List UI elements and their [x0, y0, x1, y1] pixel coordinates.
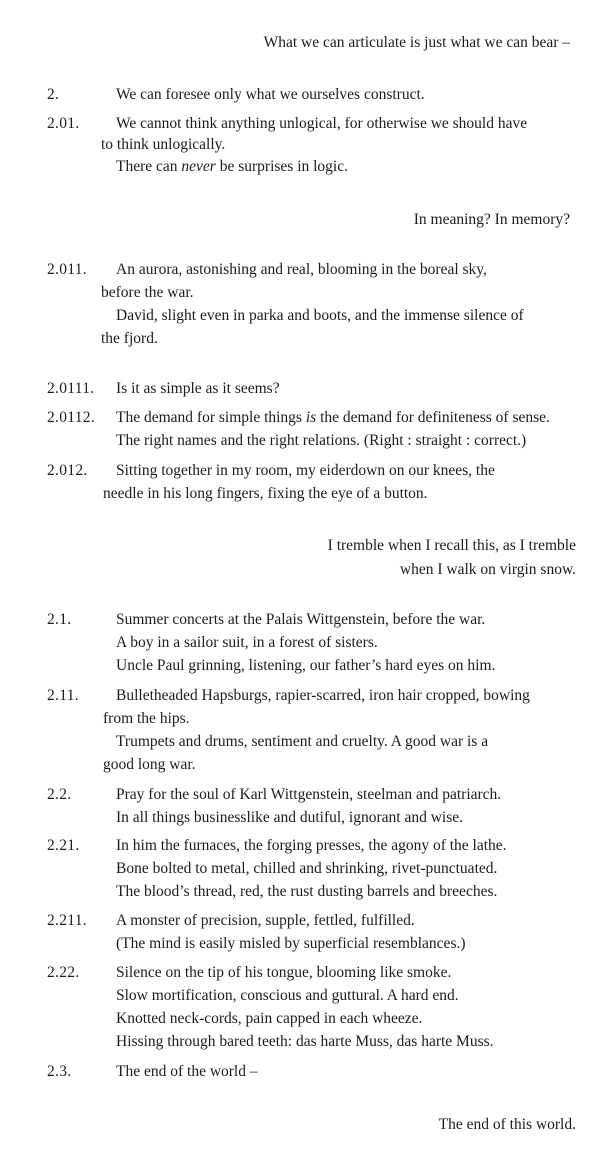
verse-line: Slow mortification, conscious and guttural. A hard end. — [116, 987, 459, 1004]
verse-line: A boy in a sailor suit, in a forest of sisters. — [116, 634, 378, 651]
section-number: 2.2. — [47, 786, 72, 803]
verse-line: In all things businesslike and dutiful, ignorant and wise. — [116, 809, 463, 826]
section-number: 2. — [47, 86, 60, 103]
verse-line: Silence on the tip of his tongue, blooming like smoke. — [116, 964, 452, 981]
section-number: 2.211. — [47, 912, 87, 929]
verse-line: Pray for the soul of Karl Wittgenstein, steelman and patriarch. — [116, 786, 502, 803]
aside: I tremble when I recall this, as I tremble — [327, 537, 576, 554]
verse-line: from the hips. — [103, 710, 190, 727]
verse-line: Hissing through bared teeth: das harte Muss, das harte Muss. — [116, 1033, 494, 1050]
verse-line: good long war. — [103, 756, 196, 773]
verse-line: The right names and the right relations. (Right : straight : correct.) — [116, 432, 527, 449]
epigraph: What we can articulate is just what we can bear – — [263, 34, 570, 51]
verse-line: In him the furnaces, the forging presses, the agony of the lathe. — [116, 837, 507, 854]
verse-line: An aurora, astonishing and real, blooming in the boreal sky, — [116, 261, 487, 278]
verse-line-with-emphasis: The demand for simple things is the demand for definiteness of sense. — [116, 409, 550, 426]
verse-line: (The mind is easily misled by superficial resemblances.) — [116, 935, 466, 952]
emphasis: never — [181, 158, 216, 175]
section-number: 2.1. — [47, 611, 72, 628]
verse-line: The blood’s thread, red, the rust dusting barrels and breeches. — [116, 883, 498, 900]
verse-line: Knotted neck-cords, pain capped in each wheeze. — [116, 1010, 423, 1027]
section-number: 2.01. — [47, 115, 80, 132]
emphasis: is — [305, 409, 317, 426]
verse-line: Uncle Paul grinning, listening, our father’s hard eyes on him. — [116, 657, 496, 674]
section-number: 2.11. — [47, 687, 79, 704]
section-number: 2.21. — [47, 837, 80, 854]
section-number: 2.011. — [47, 261, 87, 278]
section-number: 2.0111. — [47, 380, 95, 397]
verse-line: We can foresee only what we ourselves construct. — [116, 86, 425, 103]
verse-line: before the war. — [101, 284, 194, 301]
verse-line: A monster of precision, supple, fettled, fulfilled. — [116, 912, 415, 929]
section-number: 2.012. — [47, 462, 88, 479]
section-number: 2.0112. — [47, 409, 96, 426]
verse-line: needle in his long fingers, fixing the eye of a button. — [103, 485, 428, 502]
section-number: 2.22. — [47, 964, 80, 981]
verse-line-with-emphasis: There can never be surprises in logic. — [116, 158, 348, 175]
section-number: 2.3. — [47, 1063, 72, 1080]
verse-line: Summer concerts at the Palais Wittgenstein, before the war. — [116, 611, 486, 628]
verse-line: Bone bolted to metal, chilled and shrinking, rivet-punctuated. — [116, 860, 498, 877]
verse-line: Trumpets and drums, sentiment and cruelty. A good war is a — [116, 733, 489, 750]
verse-line: the fjord. — [101, 330, 158, 347]
verse-line: Is it as simple as it seems? — [116, 380, 280, 397]
aside: The end of this world. — [438, 1116, 576, 1133]
verse-line: David, slight even in parka and boots, and the immense silence of — [116, 307, 524, 324]
verse-line: We cannot think anything unlogical, for otherwise we should have — [116, 115, 528, 132]
verse-line: Bulletheaded Hapsburgs, rapier-scarred, iron hair cropped, bowing — [116, 687, 530, 704]
verse-line: The end of the world – — [116, 1063, 258, 1080]
verse-line: to think unlogically. — [101, 136, 226, 153]
aside: In meaning? In memory? — [413, 211, 570, 228]
verse-line: Sitting together in my room, my eiderdown on our knees, the — [116, 462, 495, 479]
aside: when I walk on virgin snow. — [399, 561, 576, 578]
